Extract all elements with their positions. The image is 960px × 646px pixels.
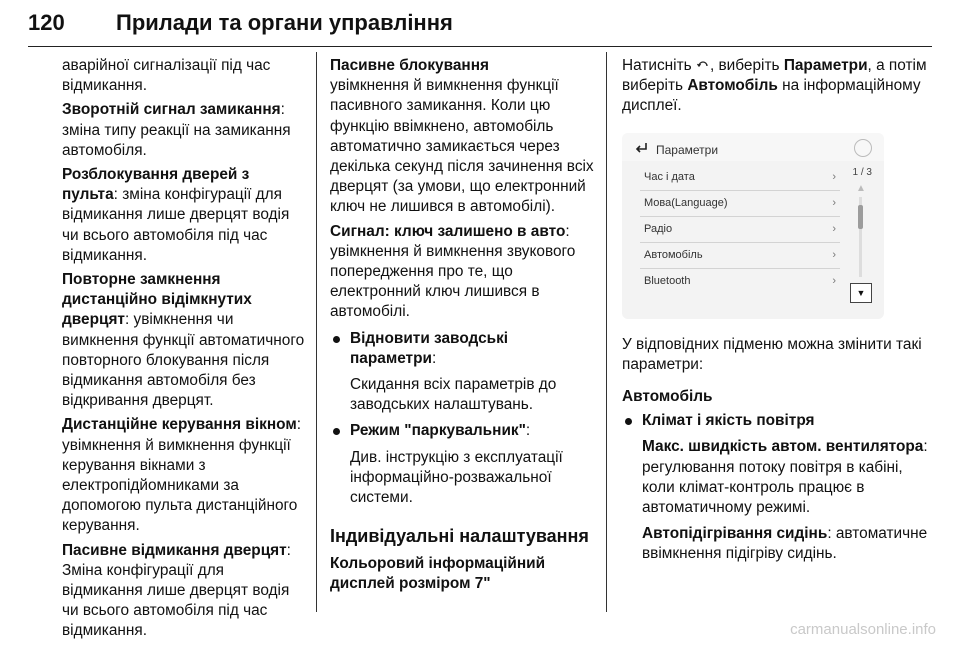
- paragraph: Сигнал: ключ залишено в авто: увімкнення й вимкнення звукового попередження про те, що електронний ключ лишився в автомобілі.: [330, 222, 576, 321]
- sub-paragraph: Автопідігрівання сидінь: автоматичне ввімкнення підігріву сидінь.: [642, 525, 928, 563]
- chevron-right-icon: ›: [832, 222, 836, 235]
- scroll-up-icon[interactable]: ▲: [856, 182, 866, 194]
- subsection-title: Кольоровий інформаційний дисплей розміром 7": [330, 555, 546, 593]
- bullet-dot: [625, 418, 632, 425]
- list-item[interactable]: Bluetooth ›: [640, 269, 840, 294]
- chevron-right-icon: ›: [832, 170, 836, 183]
- bullet-item: Клімат і якість повітря Макс. швидкість автом. вентилятора: регулювання потоку повітря в кабіні, коли клімат-контроль працює в автоматичному режимі. Автопідігрівання сидінь: автоматичне ввімкнення підігріву сидінь.: [622, 411, 934, 564]
- paragraph: Зворотній сигнал замикання: зміна типу реакції на замикання автомобіля.: [62, 101, 291, 159]
- scroll-down-button[interactable]: ▼: [850, 283, 872, 303]
- column-1: [62, 56, 308, 646]
- page-header: [28, 8, 932, 47]
- column-3: [622, 56, 934, 571]
- paragraph: аварійної сигналізації під час відмикання.: [62, 57, 271, 95]
- back-arrow-icon: [634, 141, 648, 153]
- bullet-dot: [333, 336, 340, 343]
- section-title: Індивідуальні налаштування: [330, 526, 589, 547]
- sub-paragraph: Макс. швидкість автом. вентилятора: регулювання потоку повітря в кабіні, коли клімат-контроль працює в автоматичному режимі.: [642, 438, 928, 517]
- bullet-item: Режим "паркувальник": Див. інструкцію з експлуатації інформаційно-розважальної системи.: [330, 421, 598, 508]
- category-title: Автомобіль: [622, 388, 713, 406]
- column-2: [330, 56, 598, 599]
- column-divider: [316, 52, 317, 612]
- settings-icon: [696, 58, 710, 72]
- settings-screenshot: [622, 133, 884, 319]
- screen-title-bar: [622, 133, 884, 161]
- chevron-right-icon: ›: [832, 196, 836, 209]
- page-number: 120: [28, 10, 65, 35]
- screen-title: Параметри: [656, 142, 719, 157]
- paragraph: Повторне замкнення дистанційно відімкнутих дверцят: увімкнення чи вимкнення функції автоматичного повторного блокування після відмикання автомобіля без відкривання дверцят.: [62, 271, 305, 410]
- settings-list: [640, 165, 840, 294]
- list-item[interactable]: Радіо ›: [640, 217, 840, 243]
- chevron-right-icon: ›: [832, 274, 836, 287]
- bullet-dot: [333, 428, 340, 435]
- paragraph: Пасивне відмикання дверцят: Зміна конфігурації для відмикання лише дверцят водія чи всього автомобіля під час відмикання.: [62, 541, 291, 640]
- column-divider: [606, 52, 607, 612]
- list-item[interactable]: Час і дата ›: [640, 165, 840, 191]
- scrollbar-thumb[interactable]: [858, 205, 863, 229]
- bullet-item: Відновити заводські параметри: Скидання всіх параметрів до заводських налаштувань.: [330, 329, 598, 416]
- list-item[interactable]: Автомобіль ›: [640, 243, 840, 269]
- music-icon: [854, 139, 872, 157]
- chevron-right-icon: ›: [832, 248, 836, 261]
- page-title: Прилади та органи управління: [116, 10, 453, 35]
- paragraph: У відповідних підменю можна змінити такі параметри:: [622, 335, 922, 373]
- watermark: carmanualsonline.info: [790, 621, 936, 638]
- paragraph: Пасивне блокування увімкнення й вимкнення функції пасивного замикання. Коли цю функцію ввімкнено, автомобіль автоматично замикається через декілька секунд після зачинення всіх дверцят (за умови, що електронний ключ не лишився в автомобілі).: [330, 57, 594, 216]
- paragraph: Натисніть , виберіть Параметри, а потім виберіть Автомобіль на інформаційному дисплеї.: [622, 57, 927, 115]
- paragraph: Розблокування дверей з пульта: зміна конфігурації для відмикання лише дверцят водія чи всього автомобіля під час відмикання.: [62, 166, 290, 264]
- list-item[interactable]: Мова(Language) ›: [640, 191, 840, 217]
- page-indicator: 1 / 3: [852, 166, 872, 178]
- paragraph: Дистанційне керування вікном: увімкнення й вимкнення функції керування вікнами з електропідйомниками за допомогою пульта дистанційного керування.: [62, 416, 301, 535]
